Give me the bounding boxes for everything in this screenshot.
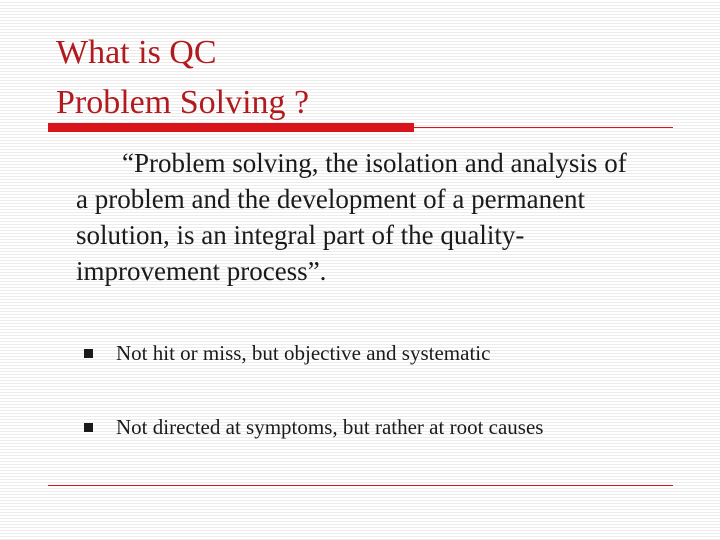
bullet-item [80,410,680,444]
quote-line-1 [76,145,676,181]
square-bullet-icon [84,349,93,358]
square-bullet-icon [84,423,93,432]
definition-quote [76,145,676,289]
quote-line-2: a problem and the development of a permanent [76,184,586,214]
quote-line-3: solution, is an integral part of the quality- [76,220,525,250]
bullet-item [80,336,680,370]
slide-title-line-1: What is QC [56,34,217,71]
bullet-text: Not hit or miss, but objective and systematic [116,340,491,365]
title-accent-rule-thin [414,127,673,128]
title-accent-rule-thick [48,123,414,132]
bullet-text: Not directed at symptoms, but rather at root causes [116,414,544,439]
footer-rule [48,485,673,486]
quote-line-4: improvement process”. [76,256,327,286]
slide-title [56,28,656,128]
slide-title-line-2: Problem Solving ? [56,84,310,121]
quote-line-1-text: “Problem solving, the isolation and analysis of [122,148,627,178]
